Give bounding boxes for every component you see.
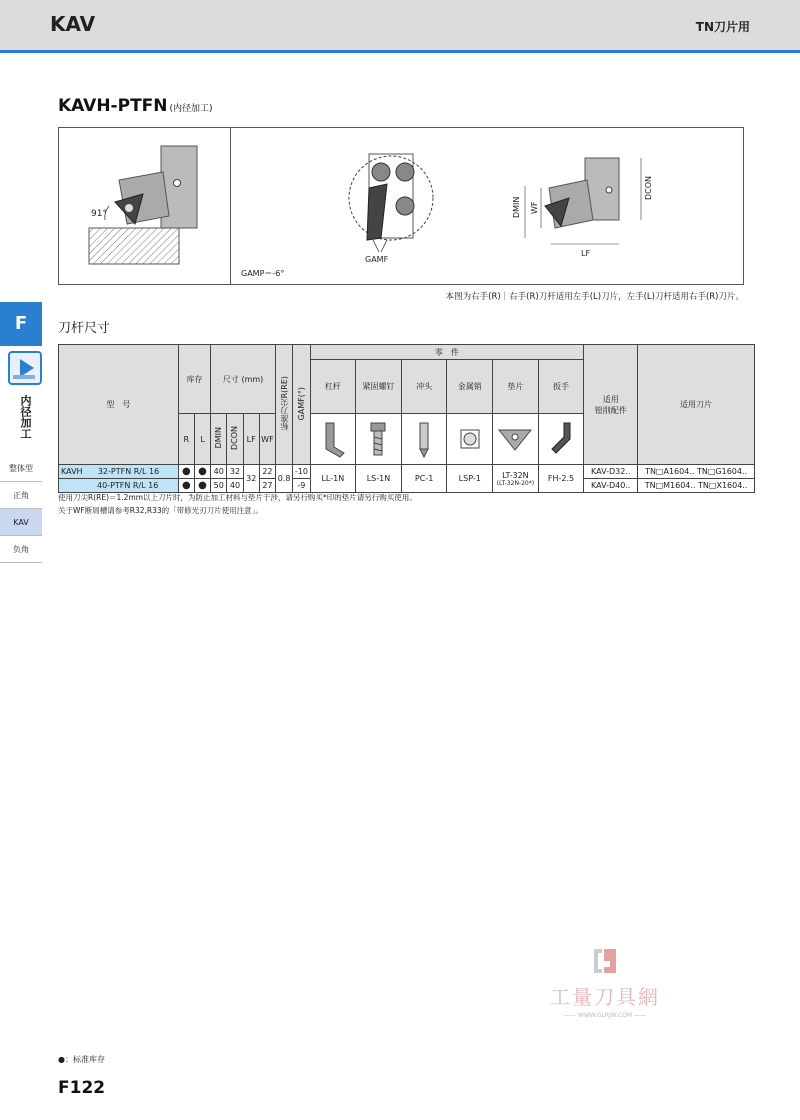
wf-label: WF (530, 201, 539, 214)
header-l: L (194, 414, 210, 465)
table-row-model: KAVH 32-PTFN R/L 16 (59, 465, 179, 479)
header-accent-line (0, 50, 800, 53)
note-shim: 使用刀尖R(RE)＝1.2mm以上刀片时，为防止加工材料与垫片干涉，请另行购买*印的垫片请另行购买使用。 (58, 493, 417, 502)
watermark-text: 工量刀具網 (550, 985, 660, 1009)
watermark-url: —— WWW.GLRJW.COM —— (563, 1012, 646, 1019)
lever-image (310, 414, 356, 465)
pin-part: LSP-1 (447, 465, 493, 493)
wf-value: 27 (259, 479, 275, 493)
header-dmin: DMIN (211, 414, 227, 465)
boring-value: KAV-D32.. (584, 465, 638, 479)
angle-label: 91° (91, 209, 107, 219)
re-value: 0.8 (276, 465, 293, 493)
gamp-label: GAMP＝-6° (241, 269, 285, 278)
model-title (58, 96, 213, 116)
header-gamf: GAMF(°) (293, 345, 310, 465)
header-inserts: 适用刀片 (638, 345, 755, 465)
wrench-image (538, 414, 584, 465)
drawing-divider (230, 128, 231, 284)
lf-label: LF (581, 249, 591, 258)
watermark (540, 945, 670, 1019)
dcon-value: 32 (227, 465, 243, 479)
lever-part: LL-1N (310, 465, 356, 493)
header-model: 型 号 (59, 345, 179, 465)
insert-value: TN□A1604.. TN□G1604.. (638, 465, 755, 479)
header-stock: 库存 (178, 345, 210, 414)
table-title: 刀杆尺寸 (58, 321, 111, 336)
section-letter-tab[interactable]: F (0, 302, 42, 346)
dmin-value: 50 (211, 479, 227, 493)
header-dcon: DCON (227, 414, 243, 465)
technical-drawing (58, 127, 744, 285)
stock-l: ● (194, 465, 210, 479)
dcon-value: 40 (227, 479, 243, 493)
spec-table (58, 344, 755, 493)
page-number: F122 (58, 1078, 106, 1098)
header-dims: 尺寸 (mm) (211, 345, 276, 414)
stock-r: ● (178, 479, 194, 493)
screw-part: LS-1N (356, 465, 402, 493)
sidebar-item-positive[interactable]: 正角 (0, 482, 42, 509)
gamf-label: GAMF (365, 255, 389, 264)
header-re: 标准刀尖R(RE) (276, 345, 293, 465)
shim-image (493, 414, 539, 465)
tool-drawing-dimensions (495, 128, 675, 284)
model-subtitle: (内径加工) (169, 104, 213, 114)
header-r: R (178, 414, 194, 465)
part-screw-header: 紧固螺钉 (356, 360, 402, 414)
header-wf: WF (259, 414, 275, 465)
punch-part: PC-1 (401, 465, 447, 493)
part-pin-header: 金属销 (447, 360, 493, 414)
lf-value: 32 (243, 465, 259, 493)
header-boring: 适用 镗削配件 (584, 345, 638, 465)
tool-drawing-front (329, 128, 469, 284)
sidebar-item-kav[interactable]: KAV (0, 509, 42, 536)
part-wrench-header: 扳手 (538, 360, 584, 414)
header-lf: LF (243, 414, 259, 465)
punch-image (401, 414, 447, 465)
wrench-part: FH-2.5 (538, 465, 584, 493)
part-lever-header: 杠杆 (310, 360, 356, 414)
boring-value: KAV-D40.. (584, 479, 638, 493)
wf-value: 22 (259, 465, 275, 479)
dmin-value: 40 (211, 465, 227, 479)
drawing-note: 本图为右手(R)｜右手(R)刀杆适用左手(L)刀片，左手(L)刀杆适用右手(R)刀片。 (445, 292, 744, 302)
part-shim-header: 垫片 (493, 360, 539, 414)
sidebar-menu (0, 455, 42, 563)
screw-image (356, 414, 402, 465)
boring-tool-icon (8, 351, 42, 385)
dmin-label: DMIN (512, 196, 521, 218)
table-row-model: 40-PTFN R/L 16 (59, 479, 179, 493)
gamf-value: -10 (293, 465, 310, 479)
gamf-value: -9 (293, 479, 310, 493)
stock-r: ● (178, 465, 194, 479)
dcon-label: DCON (644, 175, 653, 200)
section-label: 内径加工 (19, 395, 32, 439)
header-title: KAV (50, 12, 96, 36)
header-parts: 零 件 (310, 345, 584, 360)
watermark-logo-icon (590, 945, 620, 977)
insert-value: TN□M1604.. TN□X1604.. (638, 479, 755, 493)
sidebar-item-negative[interactable]: 负角 (0, 536, 42, 563)
shim-part: LT-32N (LT-32N-20*) (493, 465, 539, 493)
header-category: TN刀片用 (695, 20, 750, 34)
pin-image (447, 414, 493, 465)
header-bar (0, 0, 800, 50)
note-wf: 关于WF断屑槽请参考R32,R33的「带修光刃刀片使用注意」。 (58, 506, 263, 515)
part-punch-header: 冲头 (401, 360, 447, 414)
tool-drawing-left (59, 128, 230, 284)
stock-l: ● (194, 479, 210, 493)
stock-legend: ●：标准库存 (58, 1055, 105, 1064)
sidebar-item-solid[interactable]: 整体型 (0, 455, 42, 482)
model-code: KAVH-PTFN (58, 96, 168, 116)
